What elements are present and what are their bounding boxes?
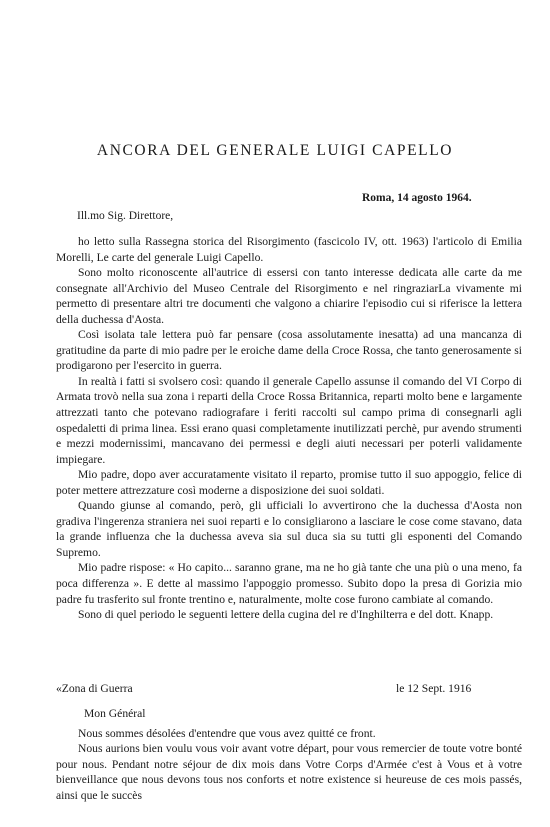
paragraph: Mio padre rispose: « Ho capito... saranno grane, ma ne ho già tante che una più o una meno, fa poca differenza ». E dette al massimo l'appoggio promesso. Subito dopo la presa di Gorizia mio padre fu trasferito sul fronte trentino e, naturalmente, molte cose furono cambiate al comando. xyxy=(56,561,522,606)
paragraph: Sono molto riconoscente all'autrice di essersi con tanto interesse dedicata alle carte da me consegnate all'Archivio del Museo Centrale del Risorgimento e nel ringraziarLa vivamente mi permetto di presentare altri tre documenti che valgono a chiarire l'episodio cui si riferisce la lettera della duchessa d'Aosta. xyxy=(56,266,522,326)
quoted-letter-greeting: Mon Général xyxy=(84,707,146,720)
page-title: ANCORA DEL GENERALE LUIGI CAPELLO xyxy=(96,142,454,159)
letter-body xyxy=(56,234,522,623)
paragraph: ho letto sulla Rassegna storica del Risorgimento (fascicolo IV, ott. 1963) l'articolo di Emilia Morelli, Le carte del generale Luigi Capello. xyxy=(56,235,522,264)
quoted-paragraph: Nous aurions bien voulu vous voir avant votre départ, pour vous remercier de toute votre bonté pour nous. Pendant notre séjour de dix mois dans Votre Corps d'Armée c'est à Vous et à votre bienveillance que nous devons tous nos conforts et notre existence si heureuse de ces mois passés, ainsi que le succès xyxy=(56,742,522,802)
salutation: Ill.mo Sig. Direttore, xyxy=(77,210,174,222)
quoted-letter-place: «Zona di Guerra xyxy=(56,682,133,695)
quoted-letter xyxy=(56,706,522,803)
quoted-letter-date: le 12 Sept. 1916 xyxy=(396,682,472,695)
paragraph: In realtà i fatti si svolsero così: quando il generale Capello assunse il comando del VI Corpo di Armata trovò nella sua zona i reparti della Croce Rossa Britannica, reparti molto bene e largamente attrezzati tanto che potevano radiografare i feriti raccolti sul campo prima di consegnarli agli ospedaletti di prima linea. Essi erano quasi completamente inutilizzati perchè, pur avendo strumenti e mezzi modernissimi, mancavano dei permessi e degli aiuti necessari per poterli validamente impiegare. xyxy=(56,374,522,466)
paragraph: Così isolata tale lettera può far pensare (cosa assolutamente inesatta) ad una mancanza di gratitudine da parte di mio padre per le eroiche dame della Croce Rossa, che tanto generosamente si prodigarono per l'esercito in guerra. xyxy=(56,328,522,373)
paragraph: Mio padre, dopo aver accuratamente visitato il reparto, promise tutto il suo appoggio, felice di poter mettere attrezzature così moderne a disposizione dei suoi soldati. xyxy=(56,468,522,497)
paragraph: Sono di quel periodo le seguenti lettere della cugina del re d'Inghilterra e del dott. Knapp. xyxy=(78,608,494,622)
letter-dateline: Roma, 14 agosto 1964. xyxy=(362,192,472,204)
paragraph: Quando giunse al comando, però, gli ufficiali lo avvertirono che la duchessa d'Aosta non gradiva l'ingerenza straniera nei suoi reparti e lo consigliarono a lasciare le cose come stavano, data la grande influenza che la duchessa aveva sia sul duca sia su tutti gli esponenti del Comando Supremo. xyxy=(56,499,522,559)
quoted-paragraph: Nous sommes désolées d'entendre que vous avez quitté ce front. xyxy=(78,726,376,740)
